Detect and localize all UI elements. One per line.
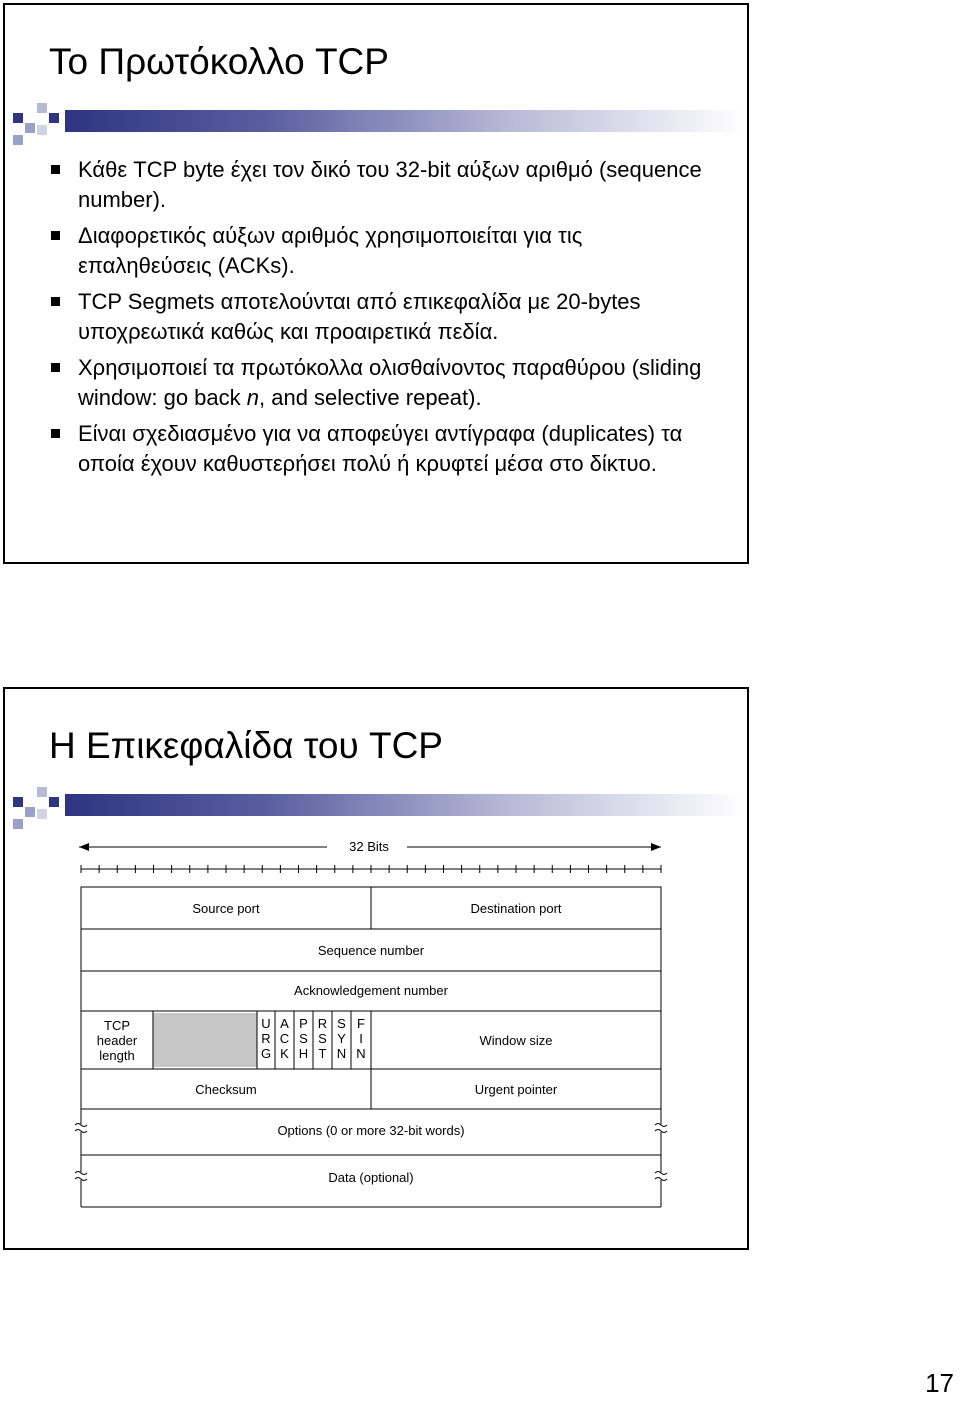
break-mark-left bbox=[75, 1172, 87, 1181]
svg-text:U: U bbox=[261, 1016, 271, 1031]
page-number: 17 bbox=[925, 1368, 954, 1398]
break-mark-right bbox=[655, 1172, 667, 1181]
svg-text:S: S bbox=[299, 1031, 308, 1046]
break-mark-right bbox=[655, 1124, 667, 1133]
slide-title: Η Επικεφαλίδα του TCP bbox=[49, 725, 443, 766]
svg-text:G: G bbox=[260, 1046, 272, 1061]
window-size-label: Window size bbox=[479, 1033, 553, 1048]
options-label: Options (0 or more 32-bit words) bbox=[277, 1123, 465, 1138]
svg-text:Y: Y bbox=[337, 1031, 346, 1046]
svg-text:F: F bbox=[357, 1016, 365, 1031]
bullet-item: Διαφορετικός αύξων αριθμός χρησιμοποιείται για τις επαληθεύσεις (ACKs). bbox=[47, 221, 717, 281]
square-bullet-icon bbox=[51, 231, 60, 240]
svg-text:C: C bbox=[279, 1031, 290, 1046]
flag-psh bbox=[299, 1016, 308, 1061]
bullet-item: Είναι σχεδιασμένο για να αποφεύγει αντίγραφα (duplicates) τα οποία έχουν καθυστερήσει πολύ ή κρυφτεί μέσα στο δίκτυο. bbox=[47, 419, 717, 479]
bits-width-label: 32 Bits bbox=[349, 839, 389, 854]
arrow-left-head bbox=[79, 843, 89, 851]
reserved-field bbox=[153, 1013, 257, 1067]
flag-fin bbox=[356, 1016, 365, 1061]
svg-text:P: P bbox=[299, 1016, 308, 1031]
urgent-pointer-label: Urgent pointer bbox=[474, 1082, 558, 1097]
header-length-line-2: header bbox=[96, 1033, 138, 1048]
break-mark-left bbox=[75, 1124, 87, 1133]
slide-tcp-header bbox=[3, 687, 749, 1250]
svg-text:S: S bbox=[337, 1016, 346, 1031]
flag-urg bbox=[261, 1016, 271, 1061]
svg-text:S: S bbox=[318, 1031, 327, 1046]
svg-text:R: R bbox=[317, 1016, 328, 1031]
square-bullet-icon bbox=[51, 297, 60, 306]
title-decoration bbox=[13, 785, 749, 833]
svg-text:N: N bbox=[356, 1046, 366, 1061]
flag-syn bbox=[337, 1016, 346, 1061]
bullet-item: TCP Segmets αποτελούνται από επικεφαλίδα με 20-bytes υποχρεωτικά καθώς και προαιρετικά πεδία. bbox=[47, 287, 717, 347]
svg-text:I: I bbox=[359, 1031, 363, 1046]
bullet-list bbox=[47, 155, 717, 485]
data-label: Data (optional) bbox=[328, 1170, 414, 1185]
flag-rst bbox=[318, 1016, 327, 1061]
tcp-header-diagram bbox=[65, 829, 675, 1214]
title-decoration bbox=[13, 101, 749, 149]
slide-tcp-protocol bbox=[3, 3, 749, 564]
header-length-line-1: TCP bbox=[104, 1018, 130, 1033]
square-bullet-icon bbox=[51, 165, 60, 174]
svg-text:N: N bbox=[336, 1046, 347, 1061]
svg-text:K: K bbox=[280, 1046, 289, 1061]
flag-ack bbox=[280, 1016, 289, 1061]
svg-text:T: T bbox=[318, 1046, 327, 1061]
svg-text:A: A bbox=[280, 1016, 289, 1031]
square-bullet-icon bbox=[51, 363, 60, 372]
source-port-label: Source port bbox=[192, 901, 260, 916]
bullet-item: Κάθε TCP byte έχει τον δικό του 32-bit αύξων αριθμό (sequence number). bbox=[47, 155, 717, 215]
header-length-line-3: length bbox=[99, 1048, 135, 1063]
destination-port-label: Destination port bbox=[470, 901, 562, 916]
svg-text:H: H bbox=[298, 1046, 309, 1061]
square-bullet-icon bbox=[51, 429, 60, 438]
svg-text:R: R bbox=[261, 1031, 271, 1046]
bullet-item bbox=[47, 353, 717, 413]
slide-title: Το Πρωτόκολλο TCP bbox=[49, 41, 389, 82]
ack-number-label: Acknowledgement number bbox=[294, 983, 448, 998]
checksum-label: Checksum bbox=[195, 1082, 257, 1097]
arrow-right-head bbox=[651, 843, 661, 851]
sequence-number-label: Sequence number bbox=[317, 943, 425, 958]
bullet-text-sliding: Χρησιμοποιεί τα πρωτόκολλα ολισθαίνοντος παραθύρου (sliding window: go back n, and selective repeat). bbox=[78, 355, 702, 410]
